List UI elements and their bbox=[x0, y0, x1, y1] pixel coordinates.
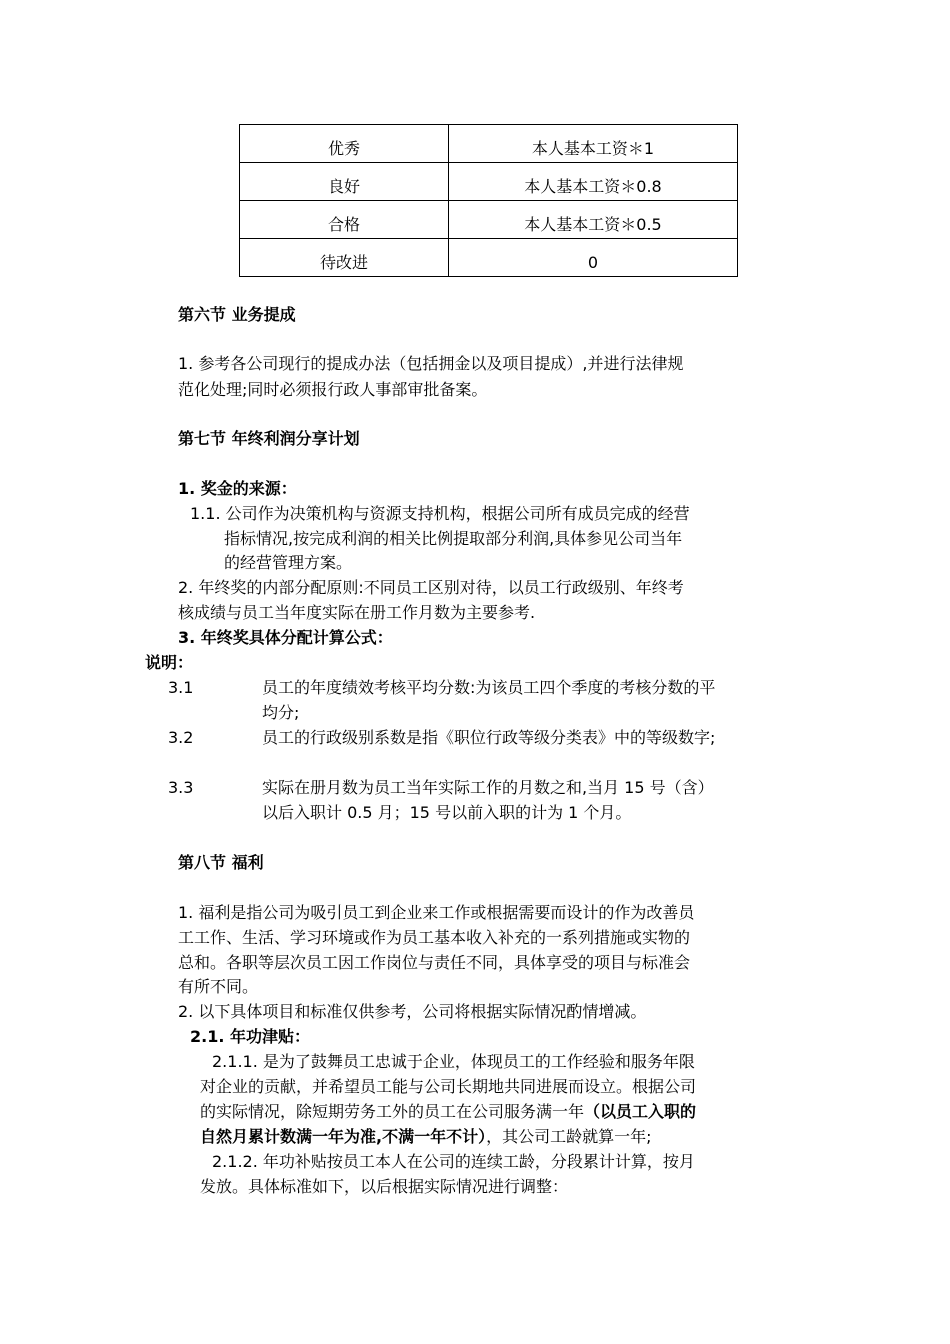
note-line: 均分; bbox=[262, 703, 300, 722]
seniority-paragraph-line bbox=[200, 1100, 696, 1124]
seniority-paragraph-line bbox=[200, 1125, 652, 1149]
note-number: 3.1 bbox=[168, 678, 194, 697]
note-line: 员工的年度绩效考核平均分数:为该员工四个季度的考核分数的平 bbox=[262, 678, 716, 697]
bonus-source-heading: 1. 奖金的来源： bbox=[178, 479, 297, 498]
grade-cell: 优秀 bbox=[240, 125, 449, 163]
bonus-source-line: 的经营管理方案。 bbox=[224, 553, 353, 572]
section8-heading: 第八节 福利 bbox=[178, 853, 264, 872]
bonus-cell: 本人基本工资＊0.8 bbox=[449, 163, 738, 201]
seniority-paragraph-line: 2.1.2. 年功补贴按员工本人在公司的连续工龄，分段累计计算，按月 bbox=[212, 1152, 695, 1171]
table-row bbox=[240, 201, 738, 239]
distribution-principle-line: 2. 年终奖的内部分配原则:不同员工区别对待，以员工行政级别、年终考 bbox=[178, 578, 684, 597]
table-row bbox=[240, 125, 738, 163]
bonus-grade-table bbox=[239, 124, 738, 277]
seniority-text: 的实际情况，除短期劳务工外的员工在公司服务满一年 bbox=[200, 1102, 585, 1121]
seniority-paragraph-line: 发放。具体标准如下，以后根据实际情况进行调整： bbox=[200, 1177, 569, 1196]
note-number: 3.2 bbox=[168, 728, 194, 747]
bonus-cell: 本人基本工资＊0.5 bbox=[449, 201, 738, 239]
section7-heading: 第七节 年终利润分享计划 bbox=[178, 429, 360, 448]
section6-paragraph-line: 范化处理;同时必须报行政人事部审批备案。 bbox=[178, 380, 488, 399]
grade-cell: 合格 bbox=[240, 201, 449, 239]
note-line: 实际在册月数为员工当年实际工作的月数之和,当月 15 号（含） bbox=[262, 778, 714, 797]
welfare-reference-line: 2. 以下具体项目和标准仅供参考，公司将根据实际情况酌情增减。 bbox=[178, 1002, 647, 1021]
welfare-paragraph-line: 有所不同。 bbox=[178, 977, 259, 996]
table-row bbox=[240, 239, 738, 277]
bonus-cell: 0 bbox=[449, 239, 738, 277]
formula-heading: 3. 年终奖具体分配计算公式： bbox=[178, 628, 393, 647]
welfare-paragraph-line: 总和。各职等层次员工因工作岗位与责任不同，具体享受的项目与标准会 bbox=[178, 953, 691, 972]
welfare-paragraph-line: 工工作、生活、学习环境或作为员工基本收入补充的一系列措施或实物的 bbox=[178, 928, 691, 947]
note-line: 员工的行政级别系数是指《职位行政等级分类表》中的等级数字; bbox=[262, 728, 716, 747]
bonus-cell: 本人基本工资＊1 bbox=[449, 125, 738, 163]
seniority-emphasis: 自然月累计数满一年为准,不满一年不计） bbox=[200, 1127, 487, 1146]
section6-heading: 第六节 业务提成 bbox=[178, 305, 296, 324]
bonus-source-line: 指标情况,按完成利润的相关比例提取部分利润,具体参见公司当年 bbox=[224, 529, 683, 548]
seniority-paragraph-line: 对企业的贡献，并希望员工能与公司长期地共同进展而设立。根据公司 bbox=[200, 1077, 697, 1096]
section6-paragraph-line: 1. 参考各公司现行的提成办法（包括拥金以及项目提成）,并进行法律规 bbox=[178, 354, 684, 373]
distribution-principle-line: 核成绩与员工当年度实际在册工作月数为主要参考. bbox=[178, 603, 536, 622]
seniority-allowance-heading: 2.1. 年功津贴： bbox=[190, 1027, 310, 1046]
grade-cell: 良好 bbox=[240, 163, 449, 201]
note-number: 3.3 bbox=[168, 778, 194, 797]
grade-cell: 待改进 bbox=[240, 239, 449, 277]
note-line: 以后入职计 0.5 月；15 号以前入职的计为 1 个月。 bbox=[262, 803, 632, 822]
note-label: 说明： bbox=[145, 653, 194, 672]
seniority-emphasis: （以员工入职的 bbox=[584, 1102, 697, 1121]
bonus-source-line: 1.1. 公司作为决策机构与资源支持机构，根据公司所有成员完成的经营 bbox=[190, 504, 690, 523]
seniority-text: ，其公司工龄就算一年; bbox=[486, 1127, 652, 1146]
welfare-paragraph-line: 1. 福利是指公司为吸引员工到企业来工作或根据需要而设计的作为改善员 bbox=[178, 903, 695, 922]
seniority-paragraph-line: 2.1.1. 是为了鼓舞员工忠诚于企业，体现员工的工作经验和服务年限 bbox=[212, 1052, 695, 1071]
table-row bbox=[240, 163, 738, 201]
